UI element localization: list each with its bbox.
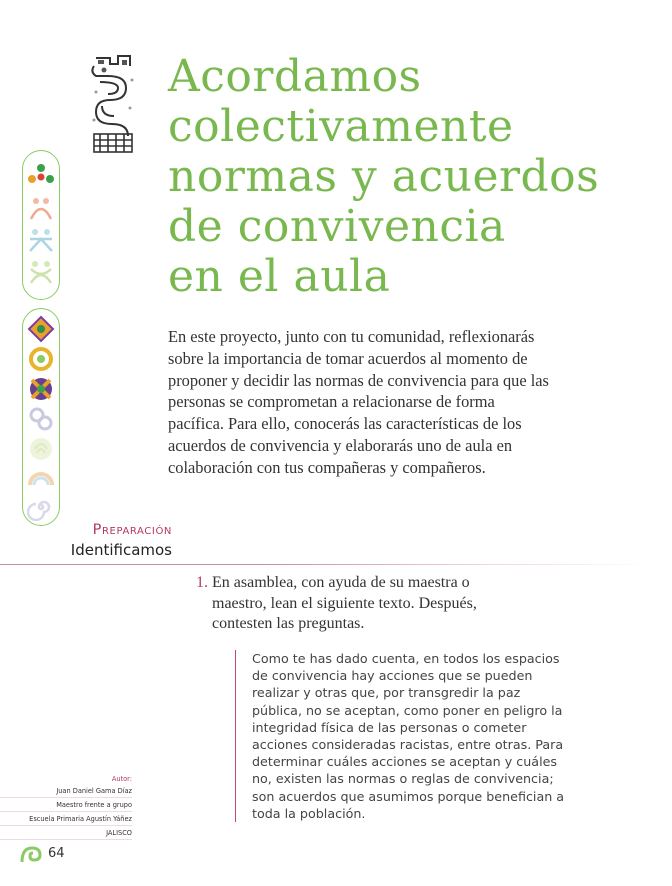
reading-quote: Como te has dado cuenta, en todos los espacios de convivencia hay acciones que se pueden realizar y otras que, por transgredir la paz pública, no se aceptan, como poner en peligro la integridad física de las personas o cometer acciones consideradas racistas, entre otras. Para determinar cuáles acciones se aceptan y cuáles no, existen las normas o reglas de convivencia; son acuerdos que asumimos porque benefician a toda la población. bbox=[235, 650, 572, 822]
icon-rail-bottom bbox=[22, 308, 60, 526]
credits-line: Maestro frente a grupo bbox=[0, 798, 132, 812]
title-line: Acordamos bbox=[168, 51, 422, 102]
section-divider bbox=[0, 564, 650, 565]
credits-line: JALISCO bbox=[0, 826, 132, 840]
icon-rail-top bbox=[22, 150, 60, 300]
credits-label: Autor: bbox=[111, 775, 132, 783]
spiral-wave-icon bbox=[20, 844, 44, 864]
credits-line: Juan Daniel Gama Díaz bbox=[0, 784, 132, 798]
task-text: En asamblea, con ayuda de su maestra o maestro, lean el siguiente texto. Después, contesten las preguntas. bbox=[212, 574, 477, 632]
people-embrace-icon bbox=[27, 227, 55, 253]
page-number: 64 bbox=[48, 846, 65, 861]
compass-cross-icon bbox=[27, 375, 55, 403]
task-number: 1. bbox=[196, 574, 208, 591]
author-credits bbox=[0, 772, 132, 840]
section-label: Preparación bbox=[92, 522, 172, 538]
page-title bbox=[168, 52, 638, 302]
people-knot-icon bbox=[27, 195, 55, 221]
chain-links-icon bbox=[27, 405, 55, 433]
title-line: de convivencia bbox=[168, 201, 506, 252]
compass-diamond-icon bbox=[27, 315, 55, 343]
title-line: colectivamente bbox=[168, 101, 514, 152]
title-line: en el aula bbox=[168, 251, 391, 302]
people-link-icon bbox=[27, 259, 55, 285]
task-item bbox=[196, 573, 526, 635]
title-line: normas y acuerdos bbox=[168, 151, 600, 202]
sun-circle-icon bbox=[27, 345, 55, 373]
credits-line: Escuela Primaria Agustín Yáñez bbox=[0, 812, 132, 826]
serpent-glyph-icon bbox=[88, 52, 138, 156]
section-subtitle: Identificamos bbox=[70, 541, 172, 559]
spiral-icon bbox=[27, 493, 55, 521]
fingerprint-icon bbox=[27, 435, 55, 463]
intro-paragraph: En este proyecto, junto con tu comunidad, reflexionarás sobre la importancia de tomar acuerdos al momento de proponer y decidir las normas de convivencia para que las personas se comprometan a relacionarse de forma pacífica. Para ello, conocerás las características de los acuerdos de convivencia y elaborarás uno de aula en colaboración con tus compañeras y compañeros. bbox=[168, 327, 549, 477]
rainbow-icon bbox=[27, 465, 55, 493]
community-circle-icon bbox=[27, 163, 55, 189]
